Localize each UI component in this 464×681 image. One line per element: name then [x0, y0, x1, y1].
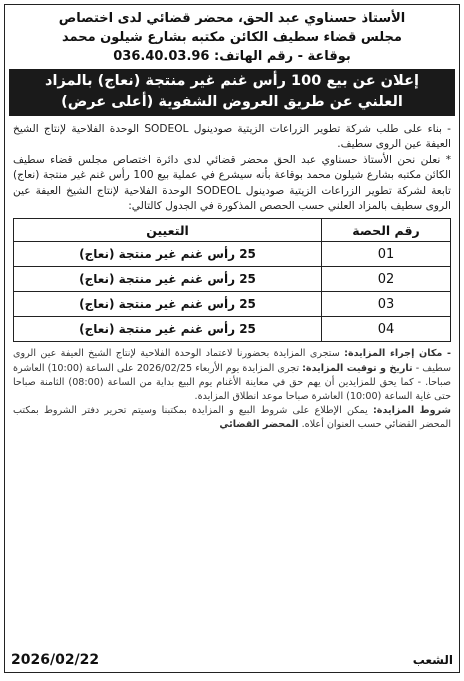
- lots-table-header: [14, 219, 451, 242]
- table-row: [14, 317, 451, 342]
- auction-terms: [13, 404, 451, 432]
- auction-terms-label: شروط المزايدة:: [372, 405, 451, 417]
- auction-place: [13, 347, 451, 404]
- publication-strip: [11, 650, 453, 670]
- auction-terms-text: يمكن الإطلاع على شروط البيع و المزايدة بمكتبنا وسيتم تحرير دفتر الشروط بمكتب المحضر القضائي حسب العنوان أعلاه.: [13, 405, 451, 431]
- auction-details: [5, 342, 459, 432]
- legal-notice: [4, 4, 460, 673]
- notice-body: [5, 116, 459, 214]
- lot-description: 25 رأس غنم غير منتجة (نعاج): [14, 242, 322, 267]
- auction-time-label: تاريخ و توقيت المزايدة:: [302, 362, 413, 374]
- lot-number: 02: [322, 267, 451, 292]
- publication-name: الشعب: [412, 653, 453, 667]
- table-row: [14, 292, 451, 317]
- notice-header: [5, 5, 459, 66]
- signature: المحضر القضائي: [219, 419, 299, 431]
- notice-paragraph-request: - بناء على طلب شركة تطوير الزراعات الزيتية صودينول SODEOL الوحدة الفلاحية لإنتاج الشيخ العيفة عين الروى سطيف.: [13, 123, 452, 151]
- lot-number: 04: [322, 317, 451, 342]
- auction-time-text: تجرى المزايدة يوم الأربعاء 2026/02/25 على الساعة (10:00) العاشرة صباحا. - كما يحق للمزايدين أن يهم حق في معاينة الأغنام يوم البيع بداية من الساعة (08:00) الثامنة صباحا حتى غاية الساعة (10:00) العاشرة صباحا موعد انطلاق المزايدة.: [13, 362, 451, 403]
- bailiff-address-line: مجلس قضاء سطيف الكائن مكتبه بشارع شيلون محمد: [62, 30, 402, 45]
- notice-title-banner: [9, 69, 455, 116]
- bailiff-phone-line: [13, 47, 451, 66]
- publication-date: 2026/02/22: [11, 652, 100, 668]
- lot-number: 03: [322, 292, 451, 317]
- bailiff-name-line: الأستاذ حسناوي عبد الحق، محضر قضائي لدى اختصاص: [58, 11, 406, 26]
- lot-number: 01: [322, 242, 451, 267]
- lot-description: 25 رأس غنم غير منتجة (نعاج): [14, 267, 322, 292]
- auction-place-label: - مكان إجراء المزايدة:: [344, 348, 451, 360]
- lot-number-header: رقم الحصة: [322, 219, 451, 242]
- auction-place-text: ستجرى المزايدة بحضورنا لاعتماد الوحدة الفلاحية لإنتاج الشيخ العيفة عين الروى سطيف -: [13, 348, 451, 374]
- lot-description: 25 رأس غنم غير منتجة (نعاج): [14, 317, 322, 342]
- table-row: [14, 267, 451, 292]
- notice-title-line2: العلني عن طريق العروض الشفوية (أعلى عرض): [61, 94, 403, 110]
- notice-paragraph-announcement: * نعلن نحن الأستاذ حسناوي عبد الحق محضر قضائي لدى دائرة اختصاص مجلس قضاء سطيف الكائن مكتبه بشارع شيلون محمد بوقاعة بأنه سيشرع في عملية بيع 100 رأس غنم غير منتجة (نعاج) تابعة لشركة تطوير الزراعات الزيتية صودينول SODEOL الوحدة الفلاحية لإنتاج الشيخ العيفة عين الروى سطيف بالمزاد العلني حسب الحصص المذكورة في الجدول كالتالي:: [13, 153, 451, 213]
- lots-table: [13, 218, 451, 342]
- phone-number: 036.40.03.96: [113, 49, 210, 64]
- phone-label: بوقاعة - رقم الهاتف:: [214, 49, 351, 64]
- notice-title-line1: إعلان عن بيع 100 رأس غنم غير منتجة (نعاج) بالمزاد: [45, 73, 419, 89]
- lot-description-header: التعيين: [14, 219, 322, 242]
- table-row: [14, 242, 451, 267]
- lot-description: 25 رأس غنم غير منتجة (نعاج): [14, 292, 322, 317]
